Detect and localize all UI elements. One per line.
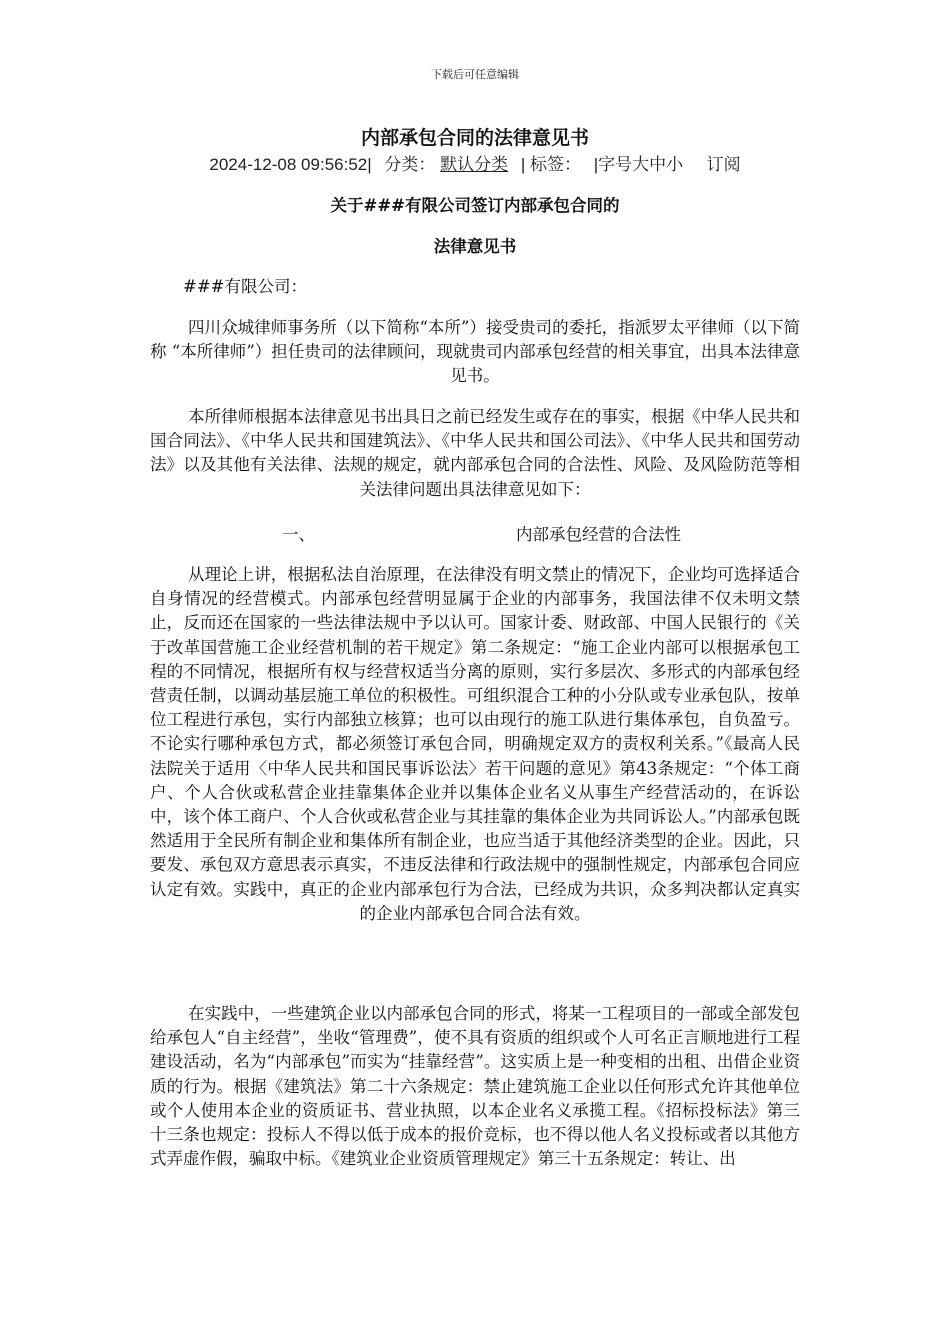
section-title: 内部承包经营的合法性 [516,525,681,544]
section-number: 一、 [282,525,315,544]
category-link[interactable]: 默认分类 [440,155,509,174]
category-label: 分类： [384,155,436,174]
paragraph-basis-text: 本所律师根据本法律意见书出具日之前已经发生或存在的事实，根据《中华人民共和国合同法》、《中华人民共和国建筑法》、《中华人民共和国公司法》、《中华人民共和国劳动法》以及其他有关法律、法规的规定，就内部承包合同的合法性、风险、及风险防范等相关法律问题出具法律意见如下： [150,407,800,499]
paragraph-intro-text: 四川众城律师事务所（以下简称“本所”）接受贵司的委托，指派罗太平律师（以下简称 “本所律师”）担任贵司的法律顾问，现就贵司内部承包经营的相关事宜，出具本法律意见书。 [150,318,800,386]
paragraph-intro [150,316,800,389]
paragraph-legality [150,563,800,926]
tags-label: | 标签： [520,155,581,174]
page-title: 内部承包合同的法律意见书 [360,127,589,149]
paragraph-basis [150,405,800,502]
paragraph-practice-text: 在实践中，一些建筑企业以内部承包合同的形式，将某一工程项目的一部或全部发包给承包人“自主经营”，坐收“管理费”，使不具有资质的组织或个人可名正言顺地进行工程建设活动，名为“内部承包”而实为“挂靠经营”。这实质上是一种变相的出租、出借企业资质的行为。根据《建筑法》第二十六条规定：禁止建筑施工企业以任何形式允许其他单位或个人使用本企业的资质证书、营业执照，以本企业名义承揽工程。《招标投标法》第三十三条也规定：投标人不得以低于成本的报价竞标，也不得以他人名义投标或者以其他方式弄虚作假，骗取中标。《建筑业企业资质管理规定》第三十五条规定：转让、出 [150,1004,800,1169]
opinion-heading-line1: 关于###有限公司签订内部承包合同的 [330,196,620,215]
paragraph-practice [150,1002,800,1171]
header-note: 下载后可任意编辑 [431,68,519,81]
opinion-heading-line2: 法律意见书 [433,237,517,256]
font-size-control[interactable]: |字号大中小 [593,155,684,174]
salutation: ###有限公司： [183,277,307,296]
post-datetime: 2024-12-08 09:56:52| [209,155,372,174]
subscribe-link[interactable]: 订阅 [706,155,741,174]
paragraph-legality-text: 从理论上讲，根据私法自治原理，在法律没有明文禁止的情况下，企业均可选择适合自身情况的经营模式。内部承包经营明显属于企业的内部事务，我国法律不仅未明文禁止，反而还在国家的一些法律法规中予以认可。国家计委、财政部、中国人民银行的《关于改革国营施工企业经营机制的若干规定》第二条规定：“施工企业内部可以根据承包工程的不同情况，根据所有权与经营权适当分离的原则，实行多层次、多形式的内部承包经营责任制，以调动基层施工单位的积极性。可组织混合工种的小分队或专业承包队，按单位工程进行承包，实行内部独立核算；也可以由现行的施工队进行集体承包，自负盈亏。不论实行哪种承包方式，都必须签订承包合同，明确规定双方的责权利关系。”《最高人民法院关于适用〈中华人民共和国民事诉讼法〉若干问题的意见》第43条规定：“个体工商户、个人合伙或私营企业挂靠集体企业并以集体企业名义从事生产经营活动的，在诉讼中，该个体工商户、个人合伙或私营企业与其挂靠的集体企业为共同诉讼人。”内部承包既然适用于全民所有制企业和集体所有制企业，也应当适于其他经济类型的企业。因此，只要发、承包双方意思表示真实，不违反法律和行政法规中的强制性规定，内部承包合同应认定有效。实践中，真正的企业内部承包行为合法，已经成为共识，众多判决都认定真实的企业内部承包合同合法有效。 [150,565,800,923]
post-meta [0,150,950,175]
